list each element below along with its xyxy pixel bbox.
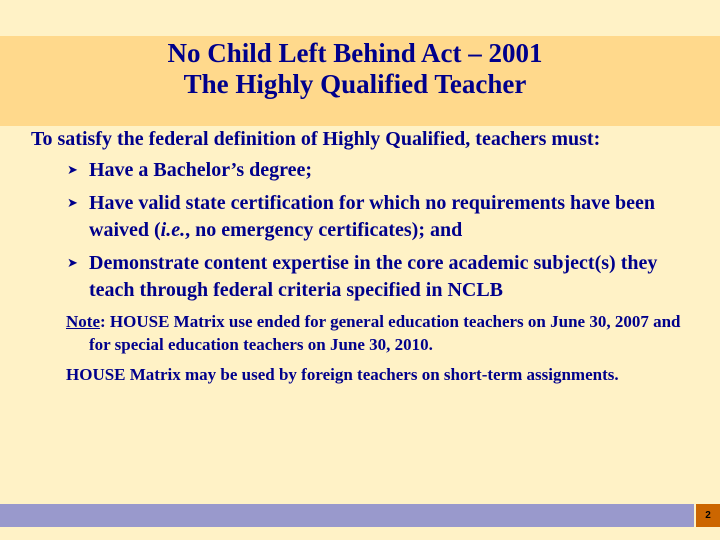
intro-text: To satisfy the federal definition of Highly Qualified, teachers must:: [31, 128, 601, 150]
bullet-text: Have a Bachelor’s degree;: [89, 159, 313, 181]
house-matrix-note: HOUSE Matrix may be used by foreign teachers on short-term assignments.: [66, 365, 619, 384]
title-line-2: The Highly Qualified Teacher: [183, 69, 527, 99]
list-item: [31, 157, 681, 184]
list-item: [31, 250, 681, 304]
bottom-band: [0, 504, 694, 527]
arrow-bullet-icon: ➤: [67, 196, 78, 211]
slide-number: 2: [696, 504, 720, 527]
requirements-list: [31, 157, 681, 304]
title-line-1: No Child Left Behind Act – 2001: [167, 38, 543, 68]
bullet-text-italic: i.e.: [160, 219, 186, 241]
slide-body: [31, 126, 681, 393]
bullet-text: Demonstrate content expertise in the core academic subject(s) they teach through federal criteria specified in NCLB: [89, 252, 658, 301]
slide-title: [0, 38, 710, 100]
arrow-bullet-icon: ➤: [67, 256, 78, 271]
bullet-text-pre: Have valid state certification for which no requirements have been waived (: [89, 192, 656, 241]
bullet-text-post: , no emergency certificates); and: [185, 219, 463, 241]
note-text: : HOUSE Matrix use ended for general education teachers on June 30, 2007 and for special education teachers on June 30, 2010.: [89, 312, 681, 354]
note-paragraph: [31, 310, 681, 356]
arrow-bullet-icon: ➤: [67, 163, 78, 178]
list-item: [31, 190, 681, 244]
note-label: Note: [66, 312, 100, 331]
